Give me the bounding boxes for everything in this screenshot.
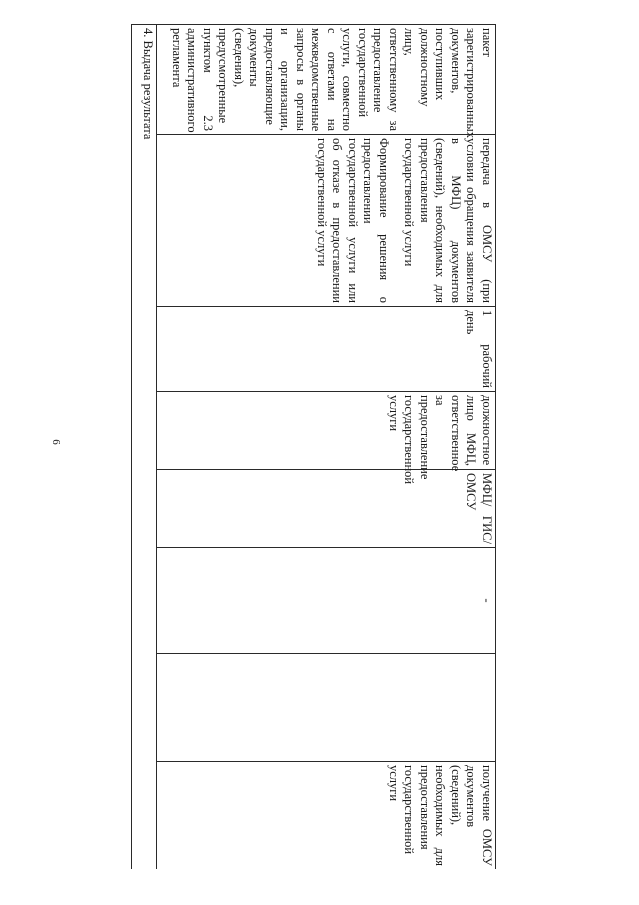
- procedure-table: [131, 24, 496, 869]
- cell-responsible: должностное лицо МФЦ, ответственное за предоставление государственной услуги: [157, 392, 496, 470]
- cell-result: получение ОМСУ документов (сведений), необходимых для предоставления государственной услуги: [157, 762, 496, 870]
- cell-place: МФЦ/ ГИС/ОМСУ: [157, 470, 496, 548]
- action-transfer: передача в ОМСУ (при условии обращения заявителя в МФЦ) документов (сведений), необходимых для предоставления государственной услуги: [402, 138, 494, 303]
- rotated-table-container: [96, 24, 496, 869]
- cell-empty: [157, 654, 496, 762]
- cell-package: пакет зарегистрированных документов, поступивших должностному лицу, ответственному за предоставление государственной услуги, совместно с ответами на межведомственные запросы в органы и организации, предоставляющие документы (сведения), предусмотренные пунктом 2.3 административного регламента: [157, 25, 496, 135]
- action-decision: Формирование решения о предоставлении государственной услуги или об отказе в предоставлении государственной услуги: [315, 138, 391, 303]
- page-number: 6: [50, 439, 62, 445]
- section-title: 4. Выдача результата: [132, 25, 157, 870]
- table-row: [157, 25, 496, 870]
- cell-term: 1 рабочий день: [157, 307, 496, 392]
- table-viewport: [96, 24, 496, 869]
- cell-actions: [157, 135, 496, 307]
- section-row: [132, 25, 157, 870]
- cell-criteria: -: [157, 548, 496, 654]
